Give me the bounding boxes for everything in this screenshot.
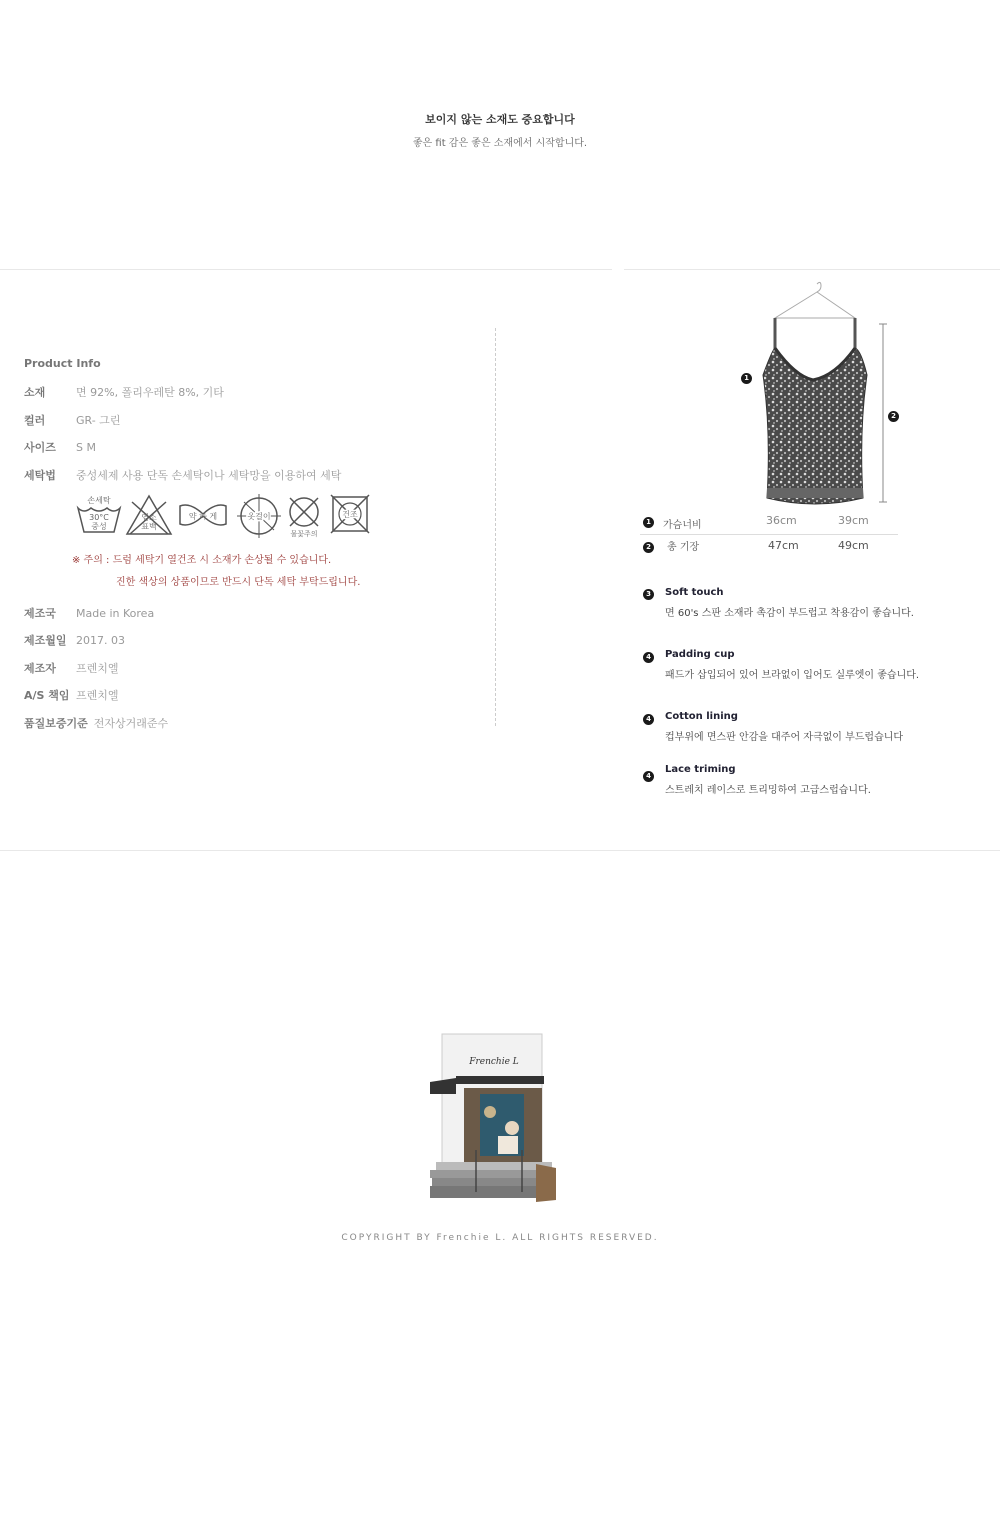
size-row-bullet: 1 <box>643 517 654 528</box>
care-text: 중성 <box>91 522 107 531</box>
care-symbol-gentle-wring <box>176 492 230 538</box>
info-row-material <box>24 384 224 400</box>
intro-title: 보이지 않는 소재도 중요합니다 <box>425 113 575 126</box>
info-label: A/S 책임 <box>24 689 70 702</box>
feature-description: 면 60's 스판 소재라 촉감이 부드럽고 착용감이 좋습니다. <box>665 608 914 619</box>
info-value: 중성세제 사용 단독 손세탁이나 세탁망을 이용하여 세탁 <box>76 469 342 482</box>
info-value: 전자상거래준수 <box>93 717 169 730</box>
info-row-maker <box>24 660 119 676</box>
info-value: 면 92%, 폴리우레탄 8%, 기타 <box>76 386 224 399</box>
info-row-date <box>24 632 125 648</box>
feature-bullet: 3 <box>643 589 654 600</box>
gentle-wring-icon <box>176 492 230 538</box>
info-label: 컬러 <box>24 414 46 427</box>
info-value: 프렌치엘 <box>76 689 119 702</box>
store-sign: Frenchie L <box>469 1057 519 1067</box>
info-row-as <box>24 687 119 703</box>
feature-bullet: 4 <box>643 652 654 663</box>
care-warning-line-1: ※ 주의 : 드럼 세탁기 열건조 시 소재가 손상될 수 있습니다. <box>72 555 332 566</box>
info-label: 세탁법 <box>24 469 56 482</box>
info-row-size <box>24 439 96 455</box>
section-divider-right <box>624 269 1000 270</box>
info-value: GR- 그린 <box>76 414 121 427</box>
info-label: 제조자 <box>24 662 56 675</box>
size-label-length: 총 기장 <box>667 542 700 553</box>
column-divider <box>495 328 496 726</box>
info-value: S M <box>76 441 96 454</box>
section-divider-left <box>0 269 612 270</box>
size-table-divider <box>640 534 898 535</box>
no-tumble-dry-icon <box>328 492 372 538</box>
size-row-bullet: 2 <box>643 542 654 553</box>
feature-title: Soft touch <box>665 587 724 598</box>
info-value: 프렌치엘 <box>76 662 119 675</box>
feature-title: Lace triming <box>665 764 736 775</box>
info-row-color <box>24 412 120 428</box>
store-front-image <box>428 1032 558 1204</box>
info-label: 제조국 <box>24 607 56 620</box>
care-text: 손세탁 <box>87 496 111 505</box>
size-m-length: 49cm <box>838 539 869 552</box>
size-s-chest: 36cm <box>766 514 797 527</box>
feature-description: 컵부위에 면스판 안감을 대주어 자극없이 부드럽습니다 <box>665 732 904 743</box>
feature-description: 패드가 삽입되어 있어 브라없이 입어도 실루엣이 좋습니다. <box>665 670 920 681</box>
care-symbol-no-tumble-dry <box>328 492 372 538</box>
care-text: 옷걸이 <box>247 512 271 521</box>
section-divider-bottom <box>0 850 1000 851</box>
no-dryclean-icon <box>286 492 326 538</box>
care-text: 물꽃주의 <box>290 530 318 538</box>
feature-bullet: 4 <box>643 714 654 725</box>
care-text: 30°C <box>89 513 109 522</box>
info-row-country <box>24 605 154 621</box>
footer-copyright: COPYRIGHT BY Frenchie L. ALL RIGHTS RESERVED. <box>341 1233 659 1243</box>
feature-title: Padding cup <box>665 649 735 660</box>
info-row-quality <box>24 715 168 731</box>
care-symbol-no-bleach <box>124 492 174 538</box>
feature-bullet: 4 <box>643 771 654 782</box>
camisole-illustration <box>755 280 895 515</box>
intro-subtitle: 좋은 fit 감은 좋은 소재에서 시작합니다. <box>412 138 588 149</box>
product-info-title: Product Info <box>24 357 101 370</box>
size-m-chest: 39cm <box>838 514 869 527</box>
no-bleach-icon <box>124 492 174 538</box>
feature-description: 스트레치 레이스로 트리밍하여 고급스럽습니다. <box>665 785 871 796</box>
store-front-illustration <box>428 1032 558 1204</box>
camisole-image <box>755 280 895 515</box>
info-row-washing <box>24 467 341 483</box>
care-text: 건조 <box>342 510 358 519</box>
size-label-chest: 가슴너비 <box>663 520 702 531</box>
hang-dry-icon <box>234 492 284 538</box>
hand-wash-icon <box>74 492 124 538</box>
care-warning-line-2: 진한 색상의 상품이므로 반드시 단독 세탁 부탁드립니다. <box>116 577 361 588</box>
feature-title: Cotton lining <box>665 711 738 722</box>
care-symbol-hang-dry <box>234 492 284 538</box>
care-symbol-no-dryclean <box>286 492 326 538</box>
info-label: 품질보증기준 <box>24 717 88 730</box>
info-value: Made in Korea <box>76 607 155 620</box>
info-label: 제조월일 <box>24 634 67 647</box>
care-symbol-hand-wash <box>74 492 124 538</box>
info-label: 소재 <box>24 386 46 399</box>
care-text: 염소 <box>141 513 157 522</box>
measure-marker-2: 2 <box>888 411 899 422</box>
info-value: 2017. 03 <box>76 634 125 647</box>
size-s-length: 47cm <box>768 539 799 552</box>
care-text: 표백 <box>141 522 157 531</box>
care-text: 약 하 게 <box>188 512 218 521</box>
info-label: 사이즈 <box>24 441 56 454</box>
measure-marker-1: 1 <box>741 373 752 384</box>
